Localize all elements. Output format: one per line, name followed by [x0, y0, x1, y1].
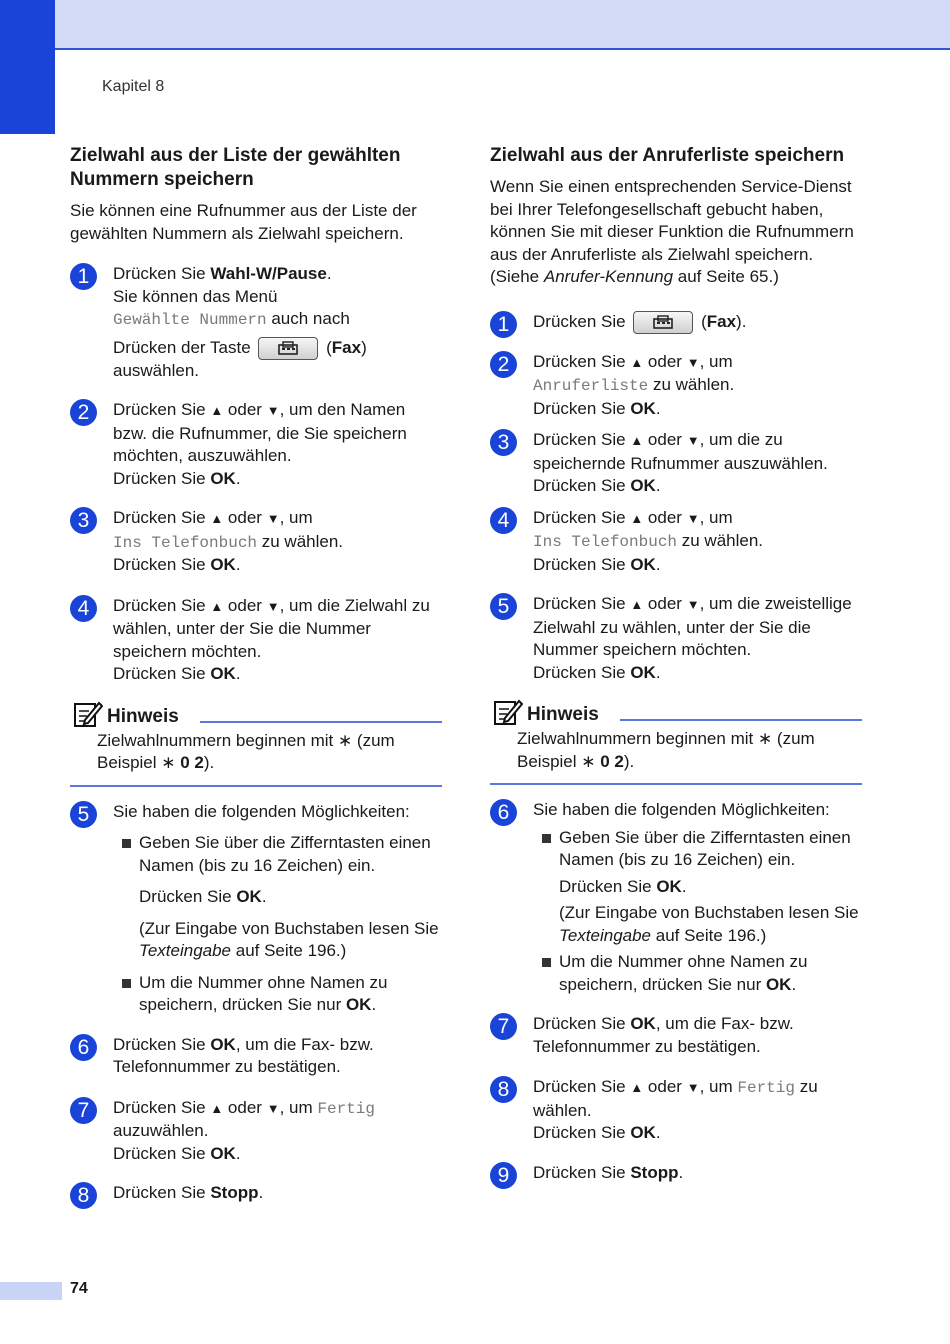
note-pencil-icon [493, 698, 523, 726]
left-step-3: 3 Drücken Sie ▲ oder ▼, um Ins Telefonbuch zu wählen. Drücken Sie OK. [70, 507, 442, 577]
step-number: 5 [70, 801, 97, 828]
left-intro: Sie können eine Rufnummer aus der Liste der gewählten Nummern als Zielwahl speichern. [70, 201, 417, 243]
note-title: Hinweis [527, 704, 599, 726]
header-band [0, 0, 950, 50]
lcd-text: Fertig [737, 1079, 795, 1098]
left-step-8: 8 Drücken Sie Stopp. [70, 1182, 442, 1205]
right-intro: Wenn Sie einen entsprechenden Service-Dienst bei Ihrer Telefongesellschaft gebucht haben, können Sie mit dieser Funktion die Rufnummern aus der Anruferliste als Zielwahl speichern. (Siehe Anrufer-Kennung auf Seite 65.) [490, 177, 854, 286]
left-step-1: 1 Drücken Sie Wahl-W/Pause. Sie können das Menü Gewählte Nummern auch nach Drücken der Taste (Fax) auswählen. [70, 263, 442, 382]
step-number: 1 [70, 263, 97, 290]
step-number: 4 [70, 595, 97, 622]
down-arrow-icon: ▼ [686, 1080, 700, 1096]
up-arrow-icon: ▲ [210, 598, 224, 614]
left-section-title: Zielwahl aus der Liste der gewählten Nummern speichern [70, 145, 401, 190]
option-item: Geben Sie über die Zifferntasten einen Namen (bis zu 16 Zeichen) ein. [533, 827, 862, 872]
note-title: Hinweis [107, 705, 179, 727]
step-number: 5 [490, 593, 517, 620]
step-number: 7 [490, 1013, 517, 1040]
step-number: 9 [490, 1162, 517, 1189]
right-note [490, 698, 862, 785]
step-number: 8 [490, 1076, 517, 1103]
left-step-2: 2 Drücken Sie ▲ oder ▼, um den Namen bzw. die Rufnummer, die Sie speichern möchten, auszuwählen. Drücken Sie OK. [70, 399, 442, 490]
right-step-7: 7 Drücken Sie OK, um die Fax- bzw. Telefonnummer zu bestätigen. [490, 1013, 862, 1058]
right-step-3: 3 Drücken Sie ▲ oder ▼, um die zu speichernde Rufnummer auszuwählen. Drücken Sie OK. [490, 429, 862, 498]
up-arrow-icon: ▲ [210, 1100, 224, 1116]
left-note [70, 700, 442, 787]
right-step-4: 4 Drücken Sie ▲ oder ▼, um Ins Telefonbuch zu wählen. Drücken Sie OK. [490, 507, 862, 577]
chapter-tab [0, 0, 55, 134]
down-arrow-icon: ▼ [686, 510, 700, 526]
note-text: Zielwahlnummern beginnen mit ∗ (zum Beispiel ∗ 0 2). [97, 730, 395, 773]
note-text: Zielwahlnummern beginnen mit ∗ (zum Beispiel ∗ 0 2). [517, 729, 815, 771]
right-step-9: 9 Drücken Sie Stopp. [490, 1162, 862, 1185]
page-number-band [0, 1282, 62, 1300]
left-step-7: 7 Drücken Sie ▲ oder ▼, um Fertig auzuwählen. Drücken Sie OK. [70, 1097, 442, 1166]
right-section-title: Zielwahl aus der Anruferliste speichern [490, 145, 845, 166]
right-step-6: 6 Sie haben die folgenden Möglichkeiten: Geben Sie über die Zifferntasten einen Namen (bis zu 16 Zeichen) ein. Drücken Sie OK. (Zur Eingabe von Buchstaben lesen Sie Texteingabe auf Seite 196.) Um die Nummer ohne Namen zu speichern, drücken Sie nur OK. [490, 799, 862, 996]
lcd-text: Anruferliste [533, 377, 649, 396]
right-step-8: 8 Drücken Sie ▲ oder ▼, um Fertig zu wählen. Drücken Sie OK. [490, 1076, 862, 1145]
up-arrow-icon: ▲ [630, 597, 644, 613]
step-number: 3 [490, 429, 517, 456]
lcd-text: Ins Telefonbuch [533, 533, 678, 552]
left-column [70, 144, 442, 1208]
left-step-5: 5 Sie haben die folgenden Möglichkeiten: Geben Sie über die Zifferntasten einen Namen (bis zu 16 Zeichen) ein. Drücken Sie OK. (Zur Eingabe von Buchstaben lesen Sie Texteingabe auf Seite 196.) Um die Nummer ohne Namen zu speichern, drücken Sie nur OK. [70, 801, 442, 1017]
bullet-icon [122, 839, 131, 848]
down-arrow-icon: ▼ [686, 597, 700, 613]
down-arrow-icon: ▼ [686, 433, 700, 449]
step-number: 6 [70, 1034, 97, 1061]
lcd-text: Gewählte Nummern [113, 311, 267, 329]
lcd-text: Ins Telefonbuch [113, 533, 258, 552]
up-arrow-icon: ▲ [630, 433, 644, 449]
bullet-icon [542, 834, 551, 843]
step-number: 3 [70, 507, 97, 534]
bullet-icon [122, 979, 131, 988]
option-item: Geben Sie über die Zifferntasten einen Namen (bis zu 16 Zeichen) ein. [113, 832, 442, 877]
down-arrow-icon: ▼ [266, 511, 280, 527]
down-arrow-icon: ▼ [266, 598, 280, 614]
down-arrow-icon: ▼ [266, 403, 280, 419]
option-item: Um die Nummer ohne Namen zu speichern, drücken Sie nur OK. [113, 972, 442, 1017]
down-arrow-icon: ▼ [266, 1100, 280, 1116]
step-number: 4 [490, 507, 517, 534]
step-number: 2 [490, 351, 517, 378]
right-step-5: 5 Drücken Sie ▲ oder ▼, um die zweistellige Zielwahl zu wählen, unter der Sie die Nummer speichern möchten. Drücken Sie OK. [490, 593, 862, 684]
step-number: 6 [490, 799, 517, 826]
step-number: 2 [70, 399, 97, 426]
fax-key-icon [258, 337, 318, 360]
right-column [490, 144, 862, 1187]
up-arrow-icon: ▲ [630, 1080, 644, 1096]
up-arrow-icon: ▲ [630, 354, 644, 370]
fax-key-icon [633, 311, 693, 334]
left-step-4: 4 Drücken Sie ▲ oder ▼, um die Zielwahl zu wählen, unter der Sie die Nummer speichern möchten. Drücken Sie OK. [70, 595, 442, 686]
lcd-text: Fertig [317, 1099, 375, 1118]
up-arrow-icon: ▲ [630, 510, 644, 526]
page-number: 74 [70, 1280, 88, 1297]
left-step-6: 6 Drücken Sie OK, um die Fax- bzw. Telefonnummer zu bestätigen. [70, 1034, 442, 1079]
step-number: 1 [490, 311, 517, 338]
down-arrow-icon: ▼ [686, 354, 700, 370]
chapter-label: Kapitel 8 [102, 78, 165, 95]
option-item: Um die Nummer ohne Namen zu speichern, drücken Sie nur OK. [533, 951, 862, 996]
note-pencil-icon [73, 700, 103, 728]
up-arrow-icon: ▲ [210, 403, 224, 419]
up-arrow-icon: ▲ [210, 511, 224, 527]
step-number: 8 [70, 1182, 97, 1209]
right-step-1: 1 Drücken Sie (Fax). [490, 311, 862, 334]
right-step-2: 2 Drücken Sie ▲ oder ▼, um Anruferliste zu wählen. Drücken Sie OK. [490, 351, 862, 421]
step-number: 7 [70, 1097, 97, 1124]
bullet-icon [542, 958, 551, 967]
